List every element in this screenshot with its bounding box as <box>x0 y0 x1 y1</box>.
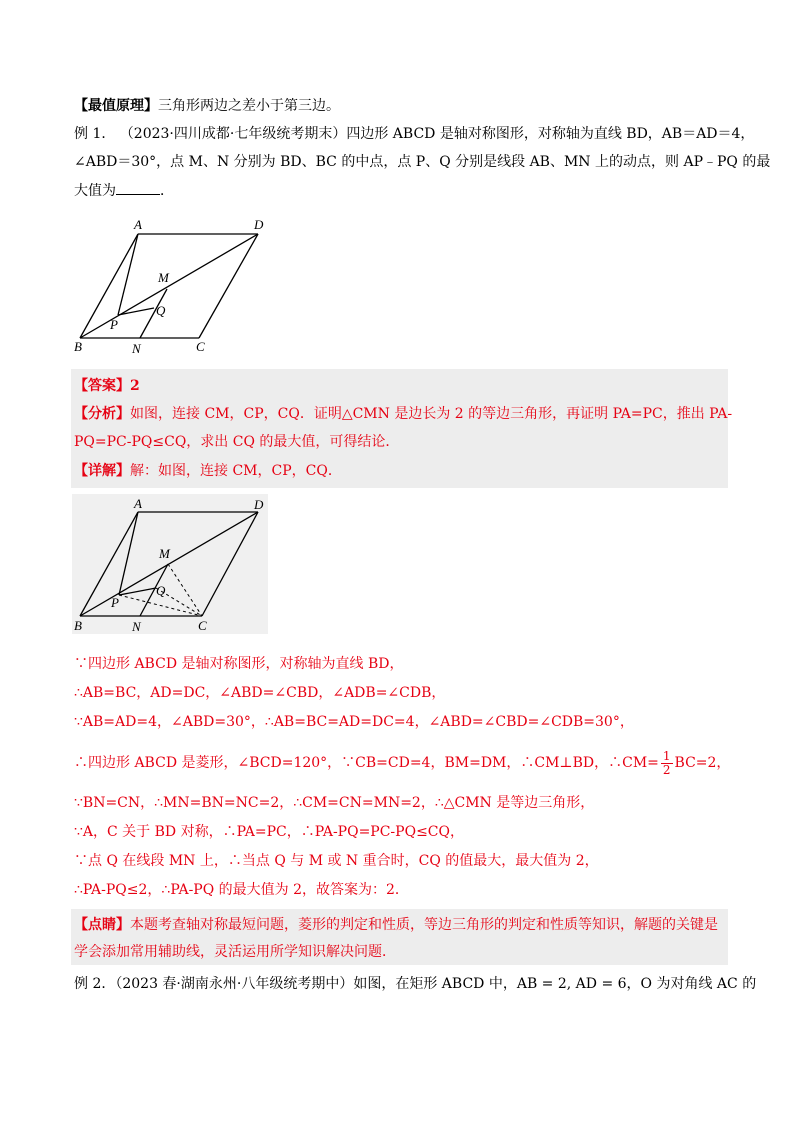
solution-step-3: ∵AB=AD=4，∠ABD=30°，∴AB=BC=AD=DC=4，∠ABD=∠CBD=∠CDB=30°， <box>74 714 634 730</box>
solution-step-4 <box>74 748 730 778</box>
solution-step-4-suffix: BC=2， <box>674 755 731 771</box>
comment-line2: 学会添加常用辅助线，灵活运用所学知识解决问题． <box>74 944 396 960</box>
principle-line <box>74 96 340 116</box>
detail-tag: 【详解】 <box>74 463 130 479</box>
label-a: A <box>134 496 142 511</box>
example1-line3-suffix: ． <box>160 183 174 199</box>
label-c: C <box>198 618 207 633</box>
detail-text: 解：如图，连接 CM，CP，CQ． <box>130 463 342 479</box>
principle-text: 三角形两边之差小于第三边。 <box>158 98 340 114</box>
segment-pq <box>118 308 154 315</box>
example1-line1: 例 1． （2023·四川成都·七年级统考期末）四边形 ABCD 是轴对称图形，对称轴为直线 BD，AB＝AD＝4， <box>74 126 755 142</box>
label-q: Q <box>156 303 166 318</box>
fraction-one-half <box>661 750 673 777</box>
segment-ap <box>118 234 138 315</box>
rhombus-figure-2 <box>72 494 268 634</box>
analysis-text1: 如图，连接 CM，CP，CQ．证明△CMN 是边长为 2 的等边三角形，再证明 PA=PC，推出 PA- <box>130 406 733 422</box>
principle-tag: 【最值原理】 <box>74 98 158 114</box>
edge-dc <box>199 234 258 338</box>
solution-step-4-prefix: ∴四边形 ABCD 是菱形，∠BCD=120°，∵CB=CD=4，BM=DM，∴CM⊥BD，∴CM= <box>74 755 659 771</box>
label-m: M <box>159 546 170 561</box>
analysis-tag: 【分析】 <box>74 406 130 422</box>
label-p: P <box>110 317 118 332</box>
edge-ab <box>80 234 138 338</box>
answer-line <box>74 376 140 396</box>
label-p: P <box>111 595 119 610</box>
example2-line: 例 2．（2023 春·湖南永州·八年级统考期中）如图，在矩形 ABCD 中，AB = 2, AD = 6，O 为对角线 AC 的 <box>74 976 757 992</box>
fraction-denominator: 2 <box>662 762 671 777</box>
example1-line3 <box>74 180 174 201</box>
diagonal-bd <box>80 234 258 338</box>
solution-step-8: ∴PA-PQ≤2，∴PA-PQ 的最大值为 2，故答案为：2． <box>74 882 409 898</box>
label-d: D <box>254 217 264 232</box>
solution-step-1: ∵四边形 ABCD 是轴对称图形，对称轴为直线 BD， <box>74 656 404 672</box>
analysis-line2: PQ=PC-PQ≤CQ，求出 CQ 的最大值，可得结论． <box>74 434 400 450</box>
analysis-line1 <box>74 404 732 424</box>
comment-tag: 【点睛】 <box>74 917 130 933</box>
label-d: D <box>254 497 264 512</box>
answer-tag: 【答案】 <box>74 378 130 394</box>
detail-line <box>74 461 342 481</box>
solution-step-5: ∵BN=CN，∴MN=BN=NC=2，∴CM=CN=MN=2，∴△CMN 是等边三角形， <box>74 795 595 811</box>
label-b: B <box>74 339 82 354</box>
answer-blank <box>116 180 160 195</box>
label-a: A <box>134 217 142 232</box>
solution-step-2: ∴AB=BC，AD=DC，∠ABD=∠CBD，∠ADB=∠CDB， <box>74 685 446 701</box>
solution-step-6: ∵A，C 关于 BD 对称，∴PA=PC，∴PA-PQ=PC-PQ≤CQ， <box>74 824 464 840</box>
comment-line1 <box>74 915 718 935</box>
label-q: Q <box>156 583 166 598</box>
label-b: B <box>74 618 82 633</box>
answer-value: 2 <box>130 378 140 394</box>
label-n: N <box>132 341 141 356</box>
label-m: M <box>158 270 169 285</box>
example1-line3-prefix: 大值为 <box>74 183 116 199</box>
fraction-numerator: 1 <box>662 748 671 763</box>
rhombus-figure-1 <box>72 214 272 356</box>
solution-step-7: ∵点 Q 在线段 MN 上，∴当点 Q 与 M 或 N 重合时，CQ 的值最大，最大值为 2， <box>74 853 599 869</box>
label-c: C <box>196 339 205 354</box>
comment-text1: 本题考查轴对称最短问题，菱形的判定和性质，等边三角形的判定和性质等知识，解题的关键是 <box>130 917 718 933</box>
label-n: N <box>132 619 141 634</box>
example1-line2: ∠ABD＝30°，点 M、N 分别为 BD、BC 的中点，点 P、Q 分别是线段 AB、MN 上的动点，则 AP﹣PQ 的最 <box>74 154 771 170</box>
